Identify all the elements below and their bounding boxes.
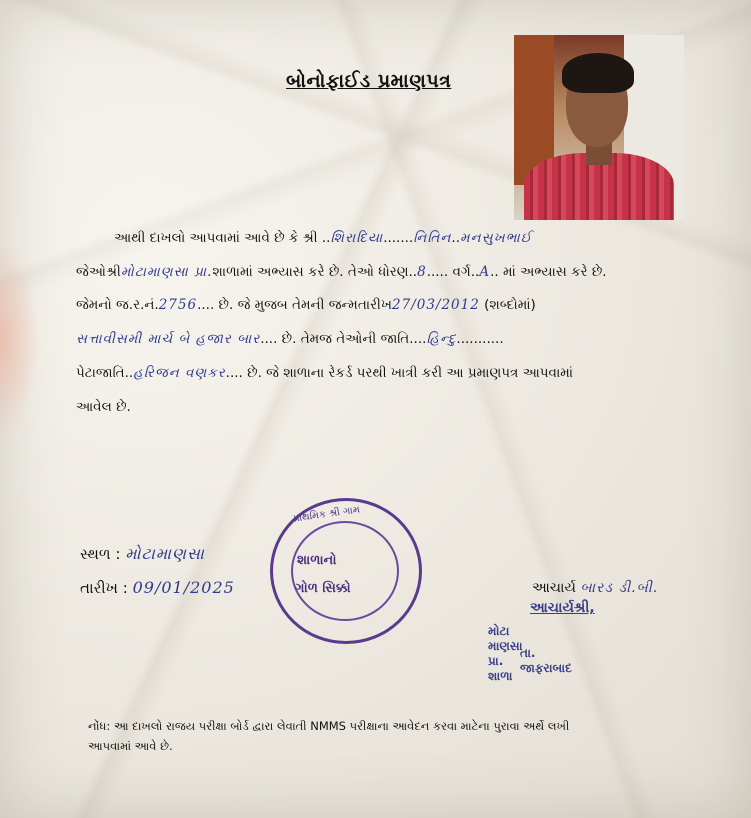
stamp-line-2: ગોળ સિક્કો <box>295 581 351 596</box>
birth-date-words: સત્તાવીસમી માર્ચ બે હજાર બાર <box>76 331 261 347</box>
caste-value: હિન્દુ <box>426 331 457 347</box>
footnote: નોંધ: આ દાખલો રાજય પરીક્ષા બોર્ડ દ્વારા લેવાતી NMMS પરીક્ષાના આવેદન કરવા માટેના પુરાવા અર્થે લખી આપવામાં આવે છે. <box>88 719 570 753</box>
gr-number: 2756 <box>158 297 198 313</box>
place-row: સ્થળ : મોટામાણસા <box>80 544 205 563</box>
principal-row: આચાર્ય બારડ ડી.બી. <box>532 580 659 596</box>
school-round-stamp: પ્રાથમિક શ્રી ગામ શાળાનો ગોળ સિક્કો <box>270 498 422 644</box>
student-surname: શિરાદિયા <box>330 230 384 246</box>
line-6: આવેલ છે. <box>76 399 131 415</box>
line-1: આથી દાખલો આપવામાં આવે છે કે શ્રી ..શિરાદિયા.......નિતિન..મનસુખભાઈ <box>114 230 533 246</box>
student-photo <box>514 35 684 220</box>
subcaste-value: હરિજન વણકર <box>133 365 226 381</box>
line-2: જેઓશ્રીમોટામાણસા પ્રા.શાળામાં અભ્યાસ કરે છે. તેઓ ધોરણ..8..... વર્ગ..A.. માં અભ્યાસ કરે છે. <box>76 264 607 280</box>
class-value: A <box>479 264 491 280</box>
line-3: જેમનો જ.ર.નં.2756.... છે. જે મુજબ તેમની જન્મતારીખ27/03/2012 (શબ્દોમાં) <box>76 297 536 313</box>
stamp-line-1: શાળાનો <box>297 553 337 568</box>
principal-signature: બારડ ડી.બી. <box>580 580 659 596</box>
date-value: 09/01/2025 <box>132 578 235 597</box>
standard-value: 8 <box>417 264 427 280</box>
line-4: સત્તાવીસમી માર્ચ બે હજાર બાર.... છે. તેમજ તેઓની જાતિ....હિન્દુ........... <box>76 331 504 347</box>
father-name: નિતિન <box>413 230 452 246</box>
school-name: મોટામાણસા પ્રા. <box>120 264 213 280</box>
certificate-title: બોનોફાઈડ પ્રમાણપત્ર <box>286 70 452 92</box>
line-5: પેટાજાતિ..હરિજન વણકર.... છે. જે શાળાના રેકર્ડ પરથી ખાત્રી કરી આ પ્રમાણપત્ર આપવામાં <box>76 365 574 381</box>
birth-date: 27/03/2012 <box>392 297 480 313</box>
date-row: તારીખ : 09/01/2025 <box>80 578 235 597</box>
certificate-page: બોનોફાઈડ પ્રમાણપત્ર આથી દાખલો આપવામાં આવે છે કે શ્રી ..શિરાદિયા.......નિતિન..મનસુખભાઈ જેઓશ્રીમોટામાણસા પ્રા.શાળામાં અભ્યાસ કરે છે. તેઓ ધોરણ..8..... વર્ગ..A.. માં અભ્યાસ કરે છે. જેમનો જ.ર.નં.2756.... છે. જે મુજબ તેમની જન્મતારીખ27/03/2012 (શબ્દોમાં) સત્તાવીસમી માર્ચ બે હજાર બાર.... છે. તેમજ તેઓની જાતિ....હિન્દુ........... પેટાજાતિ..હરિજન વણકર.... છે. જે શાળાના રેકર્ડ પરથી ખાત્રી કરી આ પ્રમાણપત્ર આપવામાં આવેલ છે. સ્થળ : મોટામાણસા તારીખ : 09/01/2025 પ્રાથમિક શ્રી ગામ શાળાનો ગોળ સિક્કો આચાર્ય બારડ ડી.બી. આચાર્યશ્રી, મોટા માણસા પ્રા. શાળા તા. જાફરાબાદ નોંધ: આ દાખલો રાજય પરીક્ષા બોર્ડ દ્વારા લેવાતી NMMS પરીક્ષાના આવેદન કરવા માટેના પુરાવા અર્થે લખી આપવામાં આવે છે. <box>0 0 751 818</box>
paper-stain <box>0 240 40 440</box>
grandfather-name: મનસુખભાઈ <box>460 230 533 246</box>
place-value: મોટામાણસા <box>125 544 205 563</box>
